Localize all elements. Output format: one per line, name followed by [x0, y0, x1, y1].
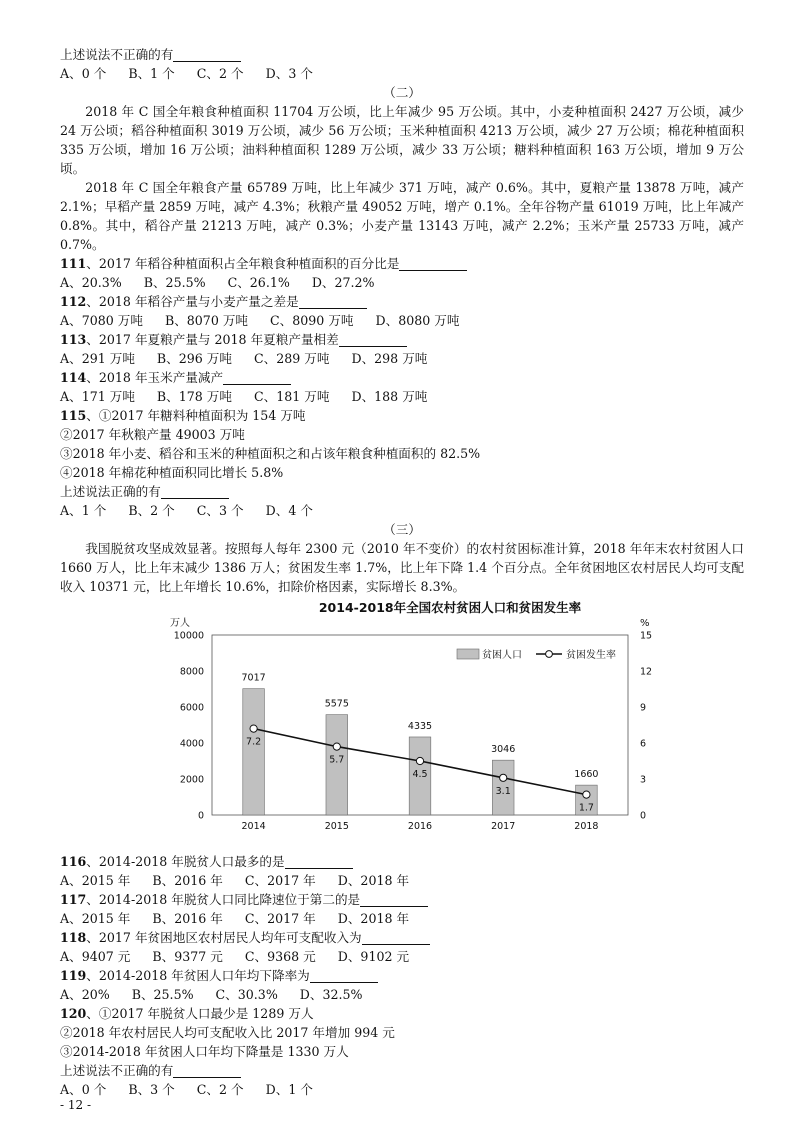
question-number: 120 — [60, 1006, 87, 1021]
statement-item: 、①2017 年糖料种植面积为 154 万吨 — [86, 408, 306, 423]
question-117 — [60, 890, 744, 928]
option-b: B、8070 万吨 — [164, 313, 249, 328]
x-tick-label: 2018 — [574, 821, 599, 832]
answer-options — [60, 947, 744, 966]
question-112 — [60, 292, 744, 330]
bar-data-label: 4335 — [407, 720, 433, 732]
answer-options — [60, 501, 744, 520]
poverty-chart — [170, 600, 730, 850]
option-d: D、2018 年 — [337, 911, 410, 926]
option-d: D、4 个 — [265, 503, 313, 518]
answer-options — [60, 273, 744, 292]
answer-options — [60, 311, 744, 330]
y-right-tick-label: 12 — [640, 666, 653, 678]
answer-options — [60, 64, 744, 83]
question-number: 115 — [60, 408, 87, 423]
option-b: B、1 个 — [128, 66, 175, 81]
question-116 — [60, 852, 744, 890]
option-b: B、3 个 — [128, 1082, 175, 1097]
option-d: D、188 万吨 — [351, 389, 428, 404]
y-left-tick-label: 2000 — [179, 774, 204, 786]
option-c: C、9368 元 — [244, 949, 316, 964]
question-number: 116 — [60, 854, 87, 869]
question-text: 、2017 年夏粮产量与 2018 年夏粮产量相差 — [86, 332, 339, 347]
option-a: A、0 个 — [60, 66, 107, 81]
answer-blank — [310, 968, 378, 983]
question-number: 112 — [60, 294, 87, 309]
option-b: B、2 个 — [128, 503, 175, 518]
option-c: C、2 个 — [196, 66, 244, 81]
y-right-tick-label: 6 — [640, 738, 647, 750]
y-right-unit: % — [640, 618, 650, 629]
question-119 — [60, 966, 744, 1004]
option-c: C、289 万吨 — [254, 351, 330, 366]
answer-blank — [173, 47, 241, 62]
option-c: C、2017 年 — [244, 911, 316, 926]
y-left-tick-label: 4000 — [179, 738, 204, 750]
question-text: 、2014-2018 年贫困人口年均下降率为 — [86, 968, 310, 983]
question-stem: 上述说法不正确的有 — [60, 1063, 174, 1078]
y-left-axis — [174, 631, 204, 822]
option-c: C、2017 年 — [244, 873, 316, 888]
question-114 — [60, 368, 744, 406]
question-number: 113 — [60, 332, 87, 347]
option-d: D、8080 万吨 — [375, 313, 460, 328]
answer-blank — [173, 1063, 241, 1078]
option-b: B、2016 年 — [152, 873, 223, 888]
option-a: A、20.3% — [60, 275, 122, 290]
y-right-tick-label: 3 — [640, 774, 647, 786]
y-left-tick-label: 6000 — [179, 702, 204, 714]
y-right-tick-label: 0 — [640, 810, 647, 822]
rate-data-label: 4.5 — [412, 769, 428, 780]
chart-title: 2014-2018年全国农村贫困人口和贫困发生率 — [318, 600, 582, 615]
legend-label-rate: 贫困发生率 — [566, 650, 616, 661]
y-right-axis — [640, 631, 652, 822]
answer-options — [60, 871, 744, 890]
x-tick-label: 2014 — [241, 821, 266, 832]
y-left-tick-label: 10000 — [173, 630, 204, 642]
x-tick-label: 2016 — [407, 821, 433, 832]
statement-item: ③2014-2018 年贫困人口年均下降量是 1330 万人 — [60, 1044, 349, 1059]
answer-blank — [285, 854, 353, 869]
material-paragraph: 2018 年 C 国全年粮食产量 65789 万吨，比上年减少 371 万吨，减产 0.6%。其中，夏粮产量 13878 万吨，减产 2.1%；早稻产量 2859 万吨，减产 4.3%；秋粮产量 49052 万吨，增产 0.1%。全年谷物产量 61019 万吨，比上年减产 0.8%。其中，稻谷产量 21213 万吨，减产 0.3%；小麦产量 13143 万吨，减产 2.2%；玉米产量 25733 万吨，减产 0.7%。 — [60, 180, 744, 252]
answer-blank — [399, 256, 467, 271]
y-right-tick-label: 9 — [640, 702, 647, 714]
option-a: A、291 万吨 — [60, 351, 135, 366]
option-c: C、181 万吨 — [254, 389, 330, 404]
option-b: B、9377 元 — [152, 949, 223, 964]
option-d: D、9102 元 — [337, 949, 410, 964]
material-paragraph: 2018 年 C 国全年粮食种植面积 11704 万公顷，比上年减少 95 万公顷。其中，小麦种植面积 2427 万公顷，减少 24 万公顷；稻谷种植面积 3019 万公顷，减少 56 万公顷；玉米种植面积 4213 万公顷，减少 27 万公顷；棉花种植面积 335 万公顷，增加 16 万公顷；油料种植面积 1289 万公顷，减少 33 万公顷；糖料种植面积 163 万公顷，增加 9 万公顷。 — [60, 104, 744, 176]
section-title: （二） — [383, 85, 421, 100]
question-text: 、2018 年稻谷产量与小麦产量之差是 — [86, 294, 299, 309]
statement-item: 、①2017 年脱贫人口最少是 1289 万人 — [86, 1006, 314, 1021]
y-right-tick-label: 15 — [640, 630, 653, 642]
question-118 — [60, 928, 744, 966]
question-115 — [60, 406, 744, 520]
question-number: 119 — [60, 968, 87, 983]
option-b: B、296 万吨 — [156, 351, 232, 366]
rate-point — [583, 791, 590, 798]
answer-blank — [339, 332, 407, 347]
question-stem: 上述说法不正确的有 — [60, 45, 744, 64]
question-stem: 上述说法正确的有 — [60, 484, 161, 499]
question-113 — [60, 330, 744, 368]
answer-options — [60, 985, 744, 1004]
rate-data-label: 5.7 — [329, 754, 345, 766]
rate-point — [500, 774, 507, 781]
answer-blank — [299, 294, 367, 309]
x-tick-label: 2015 — [324, 821, 349, 832]
exam-page — [60, 0, 744, 1099]
question-text: 、2014-2018 年脱贫人口同比降速位于第二的是 — [86, 892, 361, 907]
rate-point — [333, 743, 340, 750]
option-a: A、171 万吨 — [60, 389, 135, 404]
option-a: A、9407 元 — [60, 949, 131, 964]
rate-point — [250, 725, 257, 732]
material-paragraph: 我国脱贫攻坚成效显著。按照每人每年 2300 元（2010 年不变价）的农村贫困标准计算，2018 年年末农村贫困人口 1660 万人，比上年末减少 1386 万人；贫困发生率 1.7%，比上年下降 1.4 个百分点。全年贫困地区农村居民人均可支配收入 10371 元，比上年增长 10.6%，扣除价格因素，实际增长 8.3%。 — [60, 541, 744, 594]
answer-blank — [223, 370, 291, 385]
answer-blank — [161, 484, 229, 499]
statement-item: ②2017 年秋粮产量 49003 万吨 — [60, 427, 245, 442]
option-d: D、2018 年 — [337, 873, 410, 888]
option-b: B、2016 年 — [152, 911, 223, 926]
question-number: 111 — [60, 256, 87, 271]
statement-item: ②2018 年农村居民人均可支配收入比 2017 年增加 994 元 — [60, 1025, 395, 1040]
option-c: C、8090 万吨 — [270, 313, 354, 328]
bar-series — [242, 673, 599, 815]
chart-legend — [457, 648, 616, 661]
legend-bar-swatch — [457, 649, 479, 659]
option-c: C、2 个 — [196, 1082, 244, 1097]
y-left-unit: 万人 — [170, 618, 190, 629]
answer-options — [60, 349, 744, 368]
y-left-tick-label: 0 — [197, 810, 204, 822]
option-a: A、2015 年 — [60, 911, 131, 926]
chart-svg — [170, 600, 730, 850]
option-d: D、298 万吨 — [351, 351, 428, 366]
rate-data-label: 1.7 — [578, 802, 594, 814]
rate-data-label: 3.1 — [495, 785, 511, 797]
option-a: A、7080 万吨 — [60, 313, 143, 328]
rate-point — [416, 757, 423, 764]
question-text: 、2017 年稻谷种植面积占全年粮食种植面积的百分比是 — [86, 256, 400, 271]
statement-item: ③2018 年小麦、稻谷和玉米的种植面积之和占该年粮食种植面积的 82.5% — [60, 446, 481, 461]
answer-options — [60, 909, 744, 928]
question-number: 118 — [60, 930, 87, 945]
bar — [243, 689, 265, 815]
x-axis — [242, 821, 599, 832]
question-text: 、2014-2018 年脱贫人口最多的是 — [86, 854, 285, 869]
question-111 — [60, 254, 744, 292]
option-a: A、0 个 — [60, 1082, 107, 1097]
option-c: C、3 个 — [196, 503, 244, 518]
bar-data-label: 1660 — [574, 769, 599, 781]
section-title: （三） — [383, 522, 421, 537]
bar-data-label: 3046 — [491, 744, 516, 756]
bar-data-label: 5575 — [324, 698, 349, 710]
x-tick-label: 2017 — [491, 821, 516, 832]
option-b: B、178 万吨 — [156, 389, 232, 404]
option-b: B、25.5% — [131, 987, 194, 1002]
rate-data-label: 7.2 — [246, 736, 262, 748]
option-d: D、3 个 — [265, 66, 313, 81]
option-a: A、2015 年 — [60, 873, 131, 888]
option-a: A、20% — [60, 987, 110, 1002]
option-b: B、25.5% — [143, 275, 206, 290]
option-d: D、32.5% — [299, 987, 363, 1002]
bar-data-label: 7017 — [241, 672, 266, 684]
answer-options — [60, 387, 744, 406]
question-number: 117 — [60, 892, 87, 907]
legend-label-population: 贫困人口 — [482, 650, 522, 661]
answer-options — [60, 1080, 744, 1099]
option-d: D、1 个 — [265, 1082, 313, 1097]
statement-item: ④2018 年棉花种植面积同比增长 5.8% — [60, 465, 284, 480]
question-120 — [60, 1004, 744, 1099]
option-c: C、30.3% — [215, 987, 278, 1002]
answer-blank — [360, 892, 428, 907]
page-number: - 12 - — [60, 1098, 92, 1112]
answer-blank — [362, 930, 430, 945]
question-number: 114 — [60, 370, 87, 385]
option-c: C、26.1% — [227, 275, 290, 290]
question-text: 、2017 年贫困地区农村居民人均年可支配收入为 — [86, 930, 362, 945]
option-a: A、1 个 — [60, 503, 107, 518]
legend-line-marker — [546, 651, 553, 658]
y-left-tick-label: 8000 — [179, 666, 204, 678]
option-d: D、27.2% — [311, 275, 375, 290]
question-text: 、2018 年玉米产量减产 — [86, 370, 224, 385]
